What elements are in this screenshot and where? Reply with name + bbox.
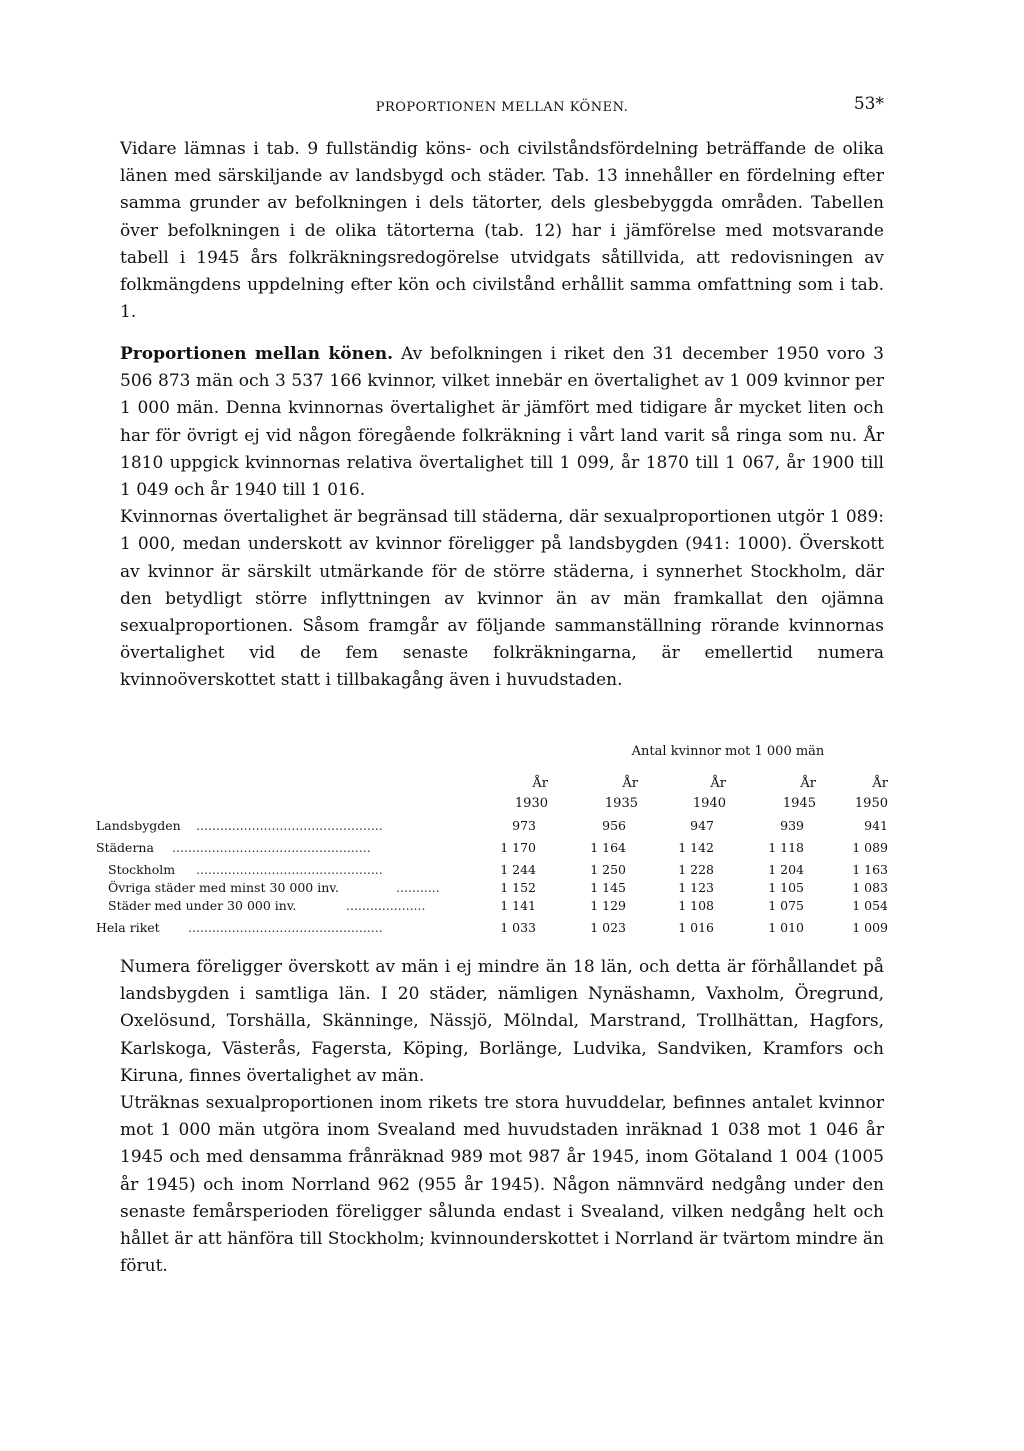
column-header: År 1945 (782, 776, 816, 811)
table-cell: 1 145 (590, 880, 626, 895)
table-cell: 1 009 (852, 920, 888, 935)
table-row: Städer med under 30 000 inv. .................... 1 141 1 129 1 108 1 075 1 054 (108, 898, 888, 913)
table-cell: 941 (864, 818, 888, 833)
row-label: Landsbygden (96, 818, 181, 833)
closing-paragraph-block (120, 954, 884, 1280)
row-label: Övriga städer med minst 30 000 inv. (108, 880, 339, 895)
table-cell: 1 129 (590, 898, 626, 913)
table-cell: 1 244 (500, 862, 536, 877)
paragraph: Vidare lämnas i tab. 9 fullständig köns- och civilståndsfördelning beträffande de olika länen med särskiljande av landsbygd och städer. Tab. 13 innehåller en fördelning efter samma grunder av befolkningen i dels tätorter, dels glesbebyggda områden. Tabellen över befolkningen i de olika tätorterna (tab. 12) har i jämförelse med motsvarande tabell i 1945 års folkräkningsredogörelse utvidgats såtillvida, att redovisningen av folkmängdens uppdelning efter kön och civilstånd erhållit samma omfattning som i tab. 1. (120, 139, 884, 323)
paragraph: Kvinnornas övertalighet är begränsad till städerna, där sexualproportionen utgör 1 089: 1 000, medan underskott av kvinnor föreligger på landsbygden (941: 1000). Överskott av kvinnor är särskilt utmärkande för de större städerna, i synnerhet Stockholm, där den betydligt större inflyttningen av kvinnor än av män framkallat den ojämna sexualproportionen. Såsom framgår av följande sammanställning rörande kvinnornas övertalighet vid de fem senaste folkräkningarna, är emellertid numera kvinnoöverskottet statt i tillbakagång även i huvudstaden. (120, 507, 884, 691)
table-cell: 939 (780, 818, 804, 833)
table-cell: 1 170 (500, 840, 536, 855)
header-title: PROPORTIONEN MELLAN KÖNEN. (375, 100, 629, 115)
column-header: År 1930 (514, 776, 548, 811)
paragraph (120, 341, 884, 504)
table-cell: 1 204 (768, 862, 804, 877)
table-cell: 1 105 (768, 880, 804, 895)
table-cell: 1 141 (500, 898, 536, 913)
table-cell: 1 152 (500, 880, 536, 895)
column-header: År 1935 (604, 776, 638, 811)
table-cell: 1 163 (852, 862, 888, 877)
table-cell: 1 083 (852, 880, 888, 895)
table-cell: 1 123 (678, 880, 714, 895)
page-number: 53* (853, 94, 884, 114)
table-cell: 1 089 (852, 840, 888, 855)
column-header: År 1940 (692, 776, 726, 811)
section-proportion (120, 341, 884, 695)
table-cell: 1 023 (590, 920, 626, 935)
table-cell: 1 118 (768, 840, 804, 855)
column-header: År 1950 (854, 776, 888, 811)
table-row: Landsbygden ............................................... 973 956 947 939 941 (96, 818, 888, 833)
table-caption: Antal kvinnor mot 1 000 män (631, 744, 825, 759)
table-cell: 1 075 (768, 898, 804, 913)
row-label: Städerna (96, 840, 154, 855)
table-cell: 1 142 (678, 840, 714, 855)
table-cell: 1 054 (852, 898, 888, 913)
table-cell: 947 (690, 818, 714, 833)
table-cell: 1 108 (678, 898, 714, 913)
row-label: Hela riket (96, 920, 160, 935)
table-cell: 1 033 (500, 920, 536, 935)
table-cell: 973 (512, 818, 536, 833)
table-cell: 1 250 (590, 862, 626, 877)
paragraph-text: Av befolkningen i riket den 31 december 1950 voro 3 506 873 män och 3 537 166 kvinnor, vilket innebär en övertalighet av 1 009 kvinnor per 1 000 män. Denna kvinnornas övertalighet är jämfört med tidigare år mycket liten och har för övrigt ej vid någon föregående folkräkning i vårt land varit så ringa som nu. År 1810 uppgick kvinnornas relativa övertalighet till 1 099, år 1870 till 1 067, år 1900 till 1 049 och år 1940 till 1 016. (120, 344, 884, 501)
table-cell: 1 010 (768, 920, 804, 935)
table-row: Stockholm ............................................... 1 244 1 250 1 228 1 204 1 163 (108, 862, 888, 877)
row-label: Städer med under 30 000 inv. (108, 898, 297, 913)
section-heading: Proportionen mellan könen. (120, 344, 394, 364)
table-row: Övriga städer med minst 30 000 inv. ........... 1 152 1 145 1 123 1 105 1 083 (108, 880, 888, 895)
table-row: Städerna .................................................. 1 170 1 164 1 142 1 118 1 089 (96, 840, 888, 855)
row-label: Stockholm (108, 862, 176, 877)
table-cell: 1 016 (678, 920, 714, 935)
table-row: Hela riket ................................................. 1 033 1 023 1 016 1 010 1 009 (96, 920, 888, 935)
intro-paragraph-block (120, 136, 884, 326)
table-cell: 956 (602, 818, 626, 833)
paragraph: Uträknas sexualproportionen inom rikets tre stora huvuddelar, befinnes antalet kvinnor mot 1 000 män utgöra inom Svealand med huvudstaden inräknad 1 038 mot 1 046 år 1945 och med densamma frånräknad 989 mot 987 år 1945, inom Götaland 1 004 (1005 år 1945) och inom Norrland 962 (955 år 1945). Någon nämnvärd nedgång under den senaste femårsperioden föreligger sålunda endast i Svealand, vilken nedgång helt och hållet är att hänföra till Stockholm; kvinnounderskottet i Norrland är tvärtom mindre än förut. (120, 1093, 884, 1277)
table-cell: 1 228 (678, 862, 714, 877)
paragraph: Numera föreligger överskott av män i ej mindre än 18 län, och detta är förhållandet på landsbygden i samtliga län. I 20 städer, nämligen Nynäshamn, Vaxholm, Öregrund, Oxelösund, Torshälla, Skänninge, Nässjö, Mölndal, Marstrand, Trollhättan, Hagfors, Karlskoga, Västerås, Fagersta, Köping, Borlänge, Ludvika, Sandviken, Kramfors och Kiruna, finnes övertalighet av män. (120, 957, 884, 1086)
table-cell: 1 164 (590, 840, 626, 855)
running-header (120, 94, 884, 118)
